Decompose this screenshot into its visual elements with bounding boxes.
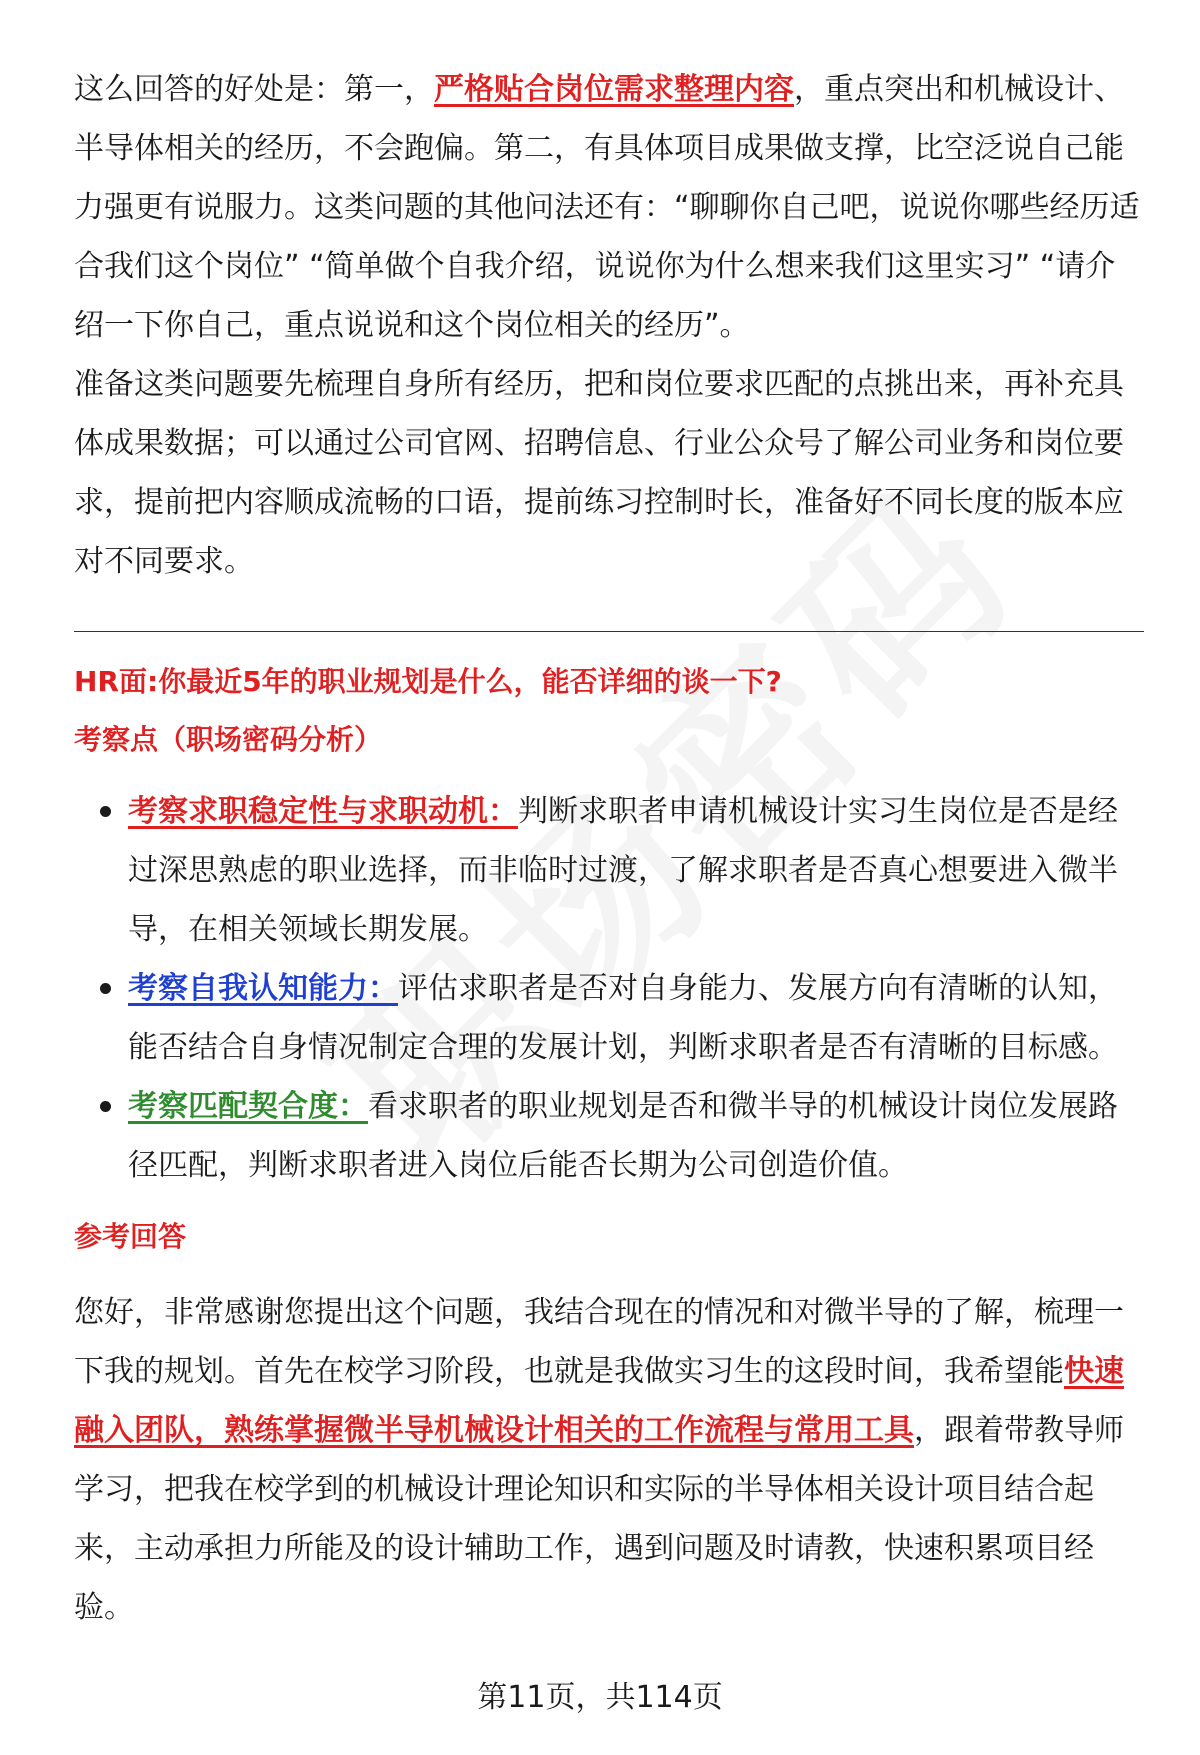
intro-text: 这么回答的好处是：第一， xyxy=(74,72,434,107)
question-heading: HR面:你最近5年的职业规划是什么，能否详细的谈一下? xyxy=(74,665,782,698)
bullet-icon xyxy=(100,1101,111,1112)
document-page xyxy=(74,60,1144,1637)
analysis-list xyxy=(74,782,1144,1195)
intro-highlight: 严格贴合岗位需求整理内容 xyxy=(434,72,794,107)
analysis-item-fit xyxy=(74,1077,1144,1195)
analysis-key: 考察自我认知能力： xyxy=(128,971,398,1006)
section-divider xyxy=(74,631,1144,632)
intro-paragraph-2: 准备这类问题要先梳理自身所有经历，把和岗位要求匹配的点挑出来，再补充具体成果数据；可以通过公司官网、招聘信息、行业公众号了解公司业务和岗位要求，提前把内容顺成流畅的口语，提前练习控制时长，准备好不同长度的版本应对不同要求。 xyxy=(74,367,1124,579)
analysis-key: 考察求职稳定性与求职动机： xyxy=(128,794,518,829)
intro-paragraph-1 xyxy=(74,60,1144,355)
analysis-item-stability xyxy=(74,782,1144,959)
bullet-icon xyxy=(100,983,111,994)
answer-text: 您好，非常感谢您提出这个问题，我结合现在的情况和对微半导的了解，梳理一下我的规划。首先在校学习阶段，也就是我做实习生的这段时间，我希望能 xyxy=(74,1295,1124,1389)
page-number: 第11页，共114页 xyxy=(477,1680,723,1715)
analysis-text: 评估求职者是否对自身能力、发展方向有清晰的认知，能否结合自身情况制定合理的发展计划，判断求职者是否有清晰的目标感。 xyxy=(128,971,1118,1065)
answer-text-rest: ，跟着带教导师学习，把我在校学到的机械设计理论知识和实际的半导体相关设计项目结合起来，主动承担力所能及的设计辅助工作，遇到问题及时请教，快速积累项目经验。 xyxy=(74,1413,1124,1625)
bullet-icon xyxy=(100,806,111,817)
answer-paragraph xyxy=(74,1283,1144,1637)
answer-heading: 参考回答 xyxy=(74,1220,187,1253)
analysis-text: 判断求职者申请机械设计实习生岗位是否是经过深思熟虑的职业选择，而非临时过渡，了解求职者是否真心想要进入微半导，在相关领域长期发展。 xyxy=(128,794,1118,947)
analysis-heading: 考察点（职场密码分析） xyxy=(74,723,383,756)
answer-highlight: 快速融入团队，熟练掌握微半导机械设计相关的工作流程与常用工具 xyxy=(74,1354,1124,1448)
analysis-item-self-awareness xyxy=(74,959,1144,1077)
analysis-text: 看求职者的职业规划是否和微半导的机械设计岗位发展路径匹配，判断求职者进入岗位后能否长期为公司创造价值。 xyxy=(128,1089,1118,1183)
analysis-key: 考察匹配契合度： xyxy=(128,1089,368,1124)
intro-text-rest: ，重点突出和机械设计、半导体相关的经历，不会跑偏。第二，有具体项目成果做支撑，比空泛说自己能力强更有说服力。这类问题的其他问法还有：“聊聊你自己吧，说说你哪些经历适合我们这个岗位” “简单做个自我介绍，说说你为什么想来我们这里实习” “请介绍一下你自己，重点说说和这个岗位相关的经历”。 xyxy=(74,72,1140,343)
